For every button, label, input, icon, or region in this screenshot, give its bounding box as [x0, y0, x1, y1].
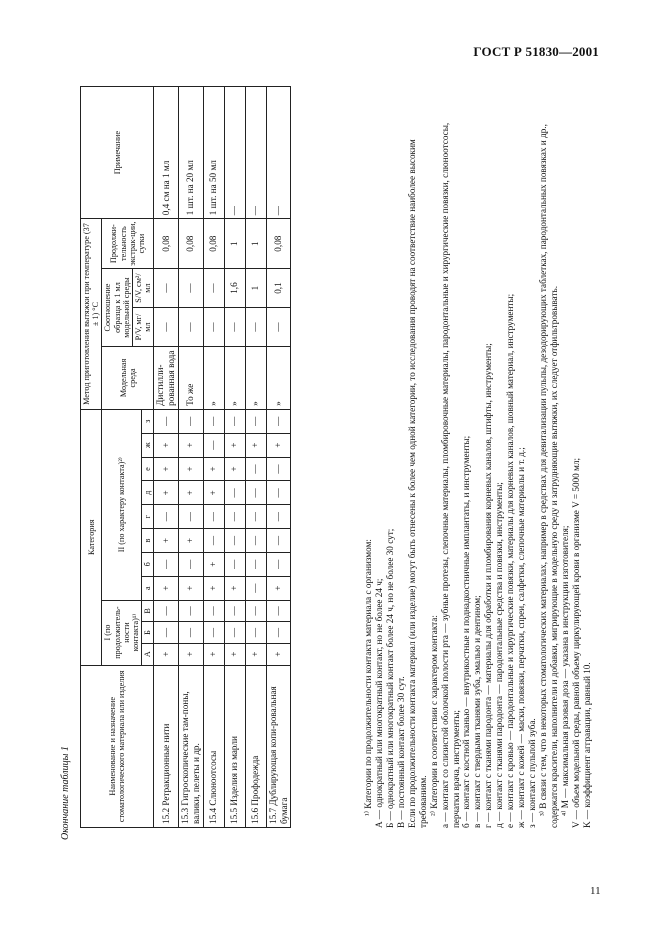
duration-cell: 1 — [245, 219, 266, 269]
cat-I-cell: — — [245, 600, 266, 622]
pv-cell: — — [266, 308, 291, 347]
footnote: е — контакт с кровью — пародонтальные и хирургические повязки, материалы для корневых каналов, шовный материал, инструменты; — [505, 293, 516, 828]
header-duration: Продолжи-тельность экстрак-ции, сутки — [102, 219, 154, 269]
cat-I-cell: + — [203, 643, 224, 665]
note-cell: 1 шт. на 50 мл — [203, 87, 224, 219]
medium-cell: » — [245, 347, 266, 410]
footnote: з — контакт с пульпой зуба. — [527, 718, 538, 828]
cat-II-cell: — — [266, 409, 291, 433]
header-sub-I: В — [142, 600, 154, 622]
material-name: 15.5 Изделия из марли — [224, 665, 245, 827]
header-cat-II: II (по характеру контакта)²⁾ — [102, 409, 142, 600]
footnote: б — контакт с костной тканью — внутрикостные и поднадкостничные имплантаты, и инструменты; — [461, 435, 472, 828]
cat-I-cell: + — [154, 643, 179, 665]
footnote: В — постоянный контакт более 30 сут. — [395, 676, 406, 828]
duration-cell: 0,08 — [203, 219, 224, 269]
standard-designation: ГОСТ Р 51830—2001 — [473, 44, 599, 59]
medium-cell: » — [224, 347, 245, 410]
material-name: 15.4 Слюноотсосы — [203, 665, 224, 827]
cat-II-cell: — — [245, 576, 266, 600]
sv-cell: — — [154, 269, 179, 308]
header-cat-I: I (по продолжитель-ности контакта)¹⁾ — [102, 600, 142, 665]
cat-II-cell: + — [203, 481, 224, 505]
cat-I-cell: — — [154, 622, 179, 644]
cat-II-cell: — — [245, 505, 266, 529]
cat-I-cell: — — [179, 622, 204, 644]
duration-cell: 0,08 — [179, 219, 204, 269]
header-method: Метод приготовления вытяжки при температуре (37 ± 1) °С — [81, 219, 102, 410]
table-caption: Окончание таблицы 1 — [60, 746, 71, 840]
cat-II-cell: — — [224, 552, 245, 576]
cat-II-cell: — — [245, 529, 266, 553]
cat-II-cell: + — [203, 552, 224, 576]
note-cell: 1 шт. на 20 мл — [179, 87, 204, 219]
material-name: 15.3 Гигроскопические там-поны, валики, пелеты и др. — [179, 665, 204, 827]
footnote: а — контакт со слизистой оболочкой полости рта — зубные протезы, слепочные материалы, пломбировочные материалы, пародонтальные и хирургические повязки, слюноотсосы, перчатки врача, инструменты; — [439, 122, 461, 828]
footnote: А — однократный или многократный контакт, но не более 24 ч; — [373, 578, 384, 828]
cat-I-cell: + — [179, 643, 204, 665]
cat-II-cell: — — [266, 505, 291, 529]
header-sub-II: г — [142, 505, 154, 529]
cat-II-cell: — — [203, 409, 224, 433]
footnote: Б — однократный или многократный контакт более 24 ч, но не более 30 сут; — [384, 528, 395, 828]
header-name: Наименование и назначение стоматологического материала или изделия — [81, 665, 154, 827]
footnote: д — контакт с тканями пародонта — пародонтальные средства и повязки, инструменты; — [494, 482, 505, 828]
cat-II-cell: + — [179, 457, 204, 481]
cat-II-cell: — — [245, 409, 266, 433]
header-sub-II: д — [142, 481, 154, 505]
header-sub-II: з — [142, 409, 154, 433]
cat-I-cell: — — [203, 622, 224, 644]
table-row — [224, 87, 245, 828]
footnote: ⁴⁾ М — максимальная разовая доза — указана в инструкции изготовителя; — [559, 525, 570, 816]
cat-II-cell: + — [266, 433, 291, 457]
rotated-table-page — [60, 74, 608, 842]
cat-II-cell: — — [224, 481, 245, 505]
cat-II-cell: — — [266, 457, 291, 481]
cat-II-cell: + — [179, 529, 204, 553]
cat-II-cell: — — [266, 552, 291, 576]
material-name: 15.2 Ретракционные нити — [154, 665, 179, 827]
pv-cell: — — [224, 308, 245, 347]
cat-I-cell: — — [224, 622, 245, 644]
note-cell: 0,4 см на 1 мл — [154, 87, 179, 219]
cat-I-cell: + — [224, 643, 245, 665]
cat-II-cell: + — [224, 576, 245, 600]
table-row — [179, 87, 204, 828]
cat-II-cell: — — [179, 552, 204, 576]
cat-II-cell: + — [154, 529, 179, 553]
duration-cell: 1 — [224, 219, 245, 269]
cat-II-cell: + — [224, 433, 245, 457]
footnote: ²⁾ Категории в соответствии с характером контакта: — [428, 615, 439, 816]
header-ratio: Соотношение образца к 1 мл модельной среды — [102, 269, 133, 347]
duration-cell: 0,08 — [154, 219, 179, 269]
cat-I-cell: — — [224, 600, 245, 622]
cat-II-cell: — — [224, 409, 245, 433]
cat-II-cell: — — [179, 505, 204, 529]
footnote: ³⁾ В связи с тем, что в некоторых стоматологических материалах, например в средствах для девитализации пульпы, дезодорирующих таблетках, пародонтальных повязках и др., содержатся красители, наполнители и добавки, мигрирующие в модельную среду и затрудняющие вытяжки, их следует отфильтровывать. — [538, 124, 559, 828]
header-category: Категория — [81, 409, 102, 665]
cat-II-cell: + — [266, 576, 291, 600]
cat-I-cell: — — [266, 600, 291, 622]
header-pv: P/V, мг/мл — [132, 308, 153, 347]
pv-cell: — — [154, 308, 179, 347]
table-row — [154, 87, 179, 828]
cat-II-cell: — — [154, 552, 179, 576]
cat-II-cell: — — [266, 481, 291, 505]
cat-II-cell: + — [203, 457, 224, 481]
cat-II-cell: — — [154, 505, 179, 529]
table-row — [203, 87, 224, 828]
cat-II-cell: — — [224, 529, 245, 553]
medium-cell: » — [266, 347, 291, 410]
cat-II-cell: + — [154, 457, 179, 481]
header-note: Примечание — [81, 87, 154, 219]
cat-II-cell: + — [179, 481, 204, 505]
cat-II-cell: + — [154, 576, 179, 600]
pv-cell: — — [203, 308, 224, 347]
cat-II-cell: + — [245, 433, 266, 457]
material-name: 15.6 Профодежда — [245, 665, 266, 827]
note-cell: — — [224, 87, 245, 219]
cat-II-cell: — — [245, 552, 266, 576]
pv-cell: — — [179, 308, 204, 347]
cat-II-cell: — — [266, 529, 291, 553]
header-sub-II: ж — [142, 433, 154, 457]
sv-cell: 0,1 — [266, 269, 291, 308]
footnotes — [363, 88, 593, 828]
table-row — [266, 87, 291, 828]
cat-II-cell: + — [179, 576, 204, 600]
cat-II-cell: — — [179, 409, 204, 433]
header-sub-II: а — [142, 576, 154, 600]
cat-I-cell: — — [245, 622, 266, 644]
sv-cell: — — [179, 269, 204, 308]
cat-II-cell: + — [154, 433, 179, 457]
cat-II-cell: — — [203, 505, 224, 529]
note-cell: — — [266, 87, 291, 219]
cat-II-cell: — — [245, 457, 266, 481]
sv-cell: — — [203, 269, 224, 308]
cat-II-cell: — — [154, 409, 179, 433]
cat-II-cell: — — [203, 433, 224, 457]
sv-cell: 1 — [245, 269, 266, 308]
cat-I-cell: — — [203, 600, 224, 622]
materials-table — [80, 86, 291, 828]
header-sub-II: в — [142, 529, 154, 553]
header-sub-II: б — [142, 552, 154, 576]
cat-II-cell: — — [224, 505, 245, 529]
cat-II-cell: + — [179, 433, 204, 457]
cat-I-cell: — — [266, 622, 291, 644]
cat-I-cell: — — [154, 600, 179, 622]
header-sv: S/V, см²/мл — [132, 269, 153, 308]
footnote: г — контакт с тканями пародонта — материалы для обработки и пломбирования корневых каналов, штифты, инструменты; — [483, 343, 494, 828]
note-cell: — — [245, 87, 266, 219]
cat-II-cell: — — [245, 481, 266, 505]
footnote: K — коэффициент аггравации, равный 10. — [581, 662, 592, 828]
page-number: 11 — [590, 885, 601, 897]
footnote: V — объем модельной среды, равной объему циркулирующей крови в организме V = 5000 мл; — [570, 457, 581, 828]
footnote: в — контакт с твердыми тканями зуба, эмалью и дентином; — [472, 595, 483, 828]
pv-cell: — — [245, 308, 266, 347]
header-medium: Модельная среда — [102, 347, 154, 410]
header-sub-I: Б — [142, 622, 154, 644]
material-name: 15.7 Дублирующая копи-ровальная бумага — [266, 665, 291, 827]
header-sub-II: е — [142, 457, 154, 481]
cat-II-cell: — — [203, 529, 224, 553]
footnote: ж — контакт с кожей — маски, повязки, перчатки, спреи, салфетки, слепочные материалы и т. д.; — [516, 447, 527, 828]
footnote: ¹⁾ Категории по продолжительности контакта материала с организмом: — [363, 539, 373, 816]
table-row — [245, 87, 266, 828]
cat-I-cell: + — [245, 643, 266, 665]
cat-I-cell: — — [179, 600, 204, 622]
medium-cell: То же — [179, 347, 204, 410]
cat-II-cell: + — [154, 481, 179, 505]
cat-II-cell: + — [203, 576, 224, 600]
sv-cell: 1,6 — [224, 269, 245, 308]
cat-II-cell: + — [224, 457, 245, 481]
footnote: Если по продолжительности контакта материал (или изделие) могут быть отнесены к более чем одной категории, то исследования проводят на соответствие наиболее высоким требованиям. — [406, 139, 428, 828]
medium-cell: » — [203, 347, 224, 410]
header-sub-I: А — [142, 643, 154, 665]
cat-I-cell: + — [266, 643, 291, 665]
medium-cell: Дистилли-рованная вода — [154, 347, 179, 410]
duration-cell: 0,08 — [266, 219, 291, 269]
